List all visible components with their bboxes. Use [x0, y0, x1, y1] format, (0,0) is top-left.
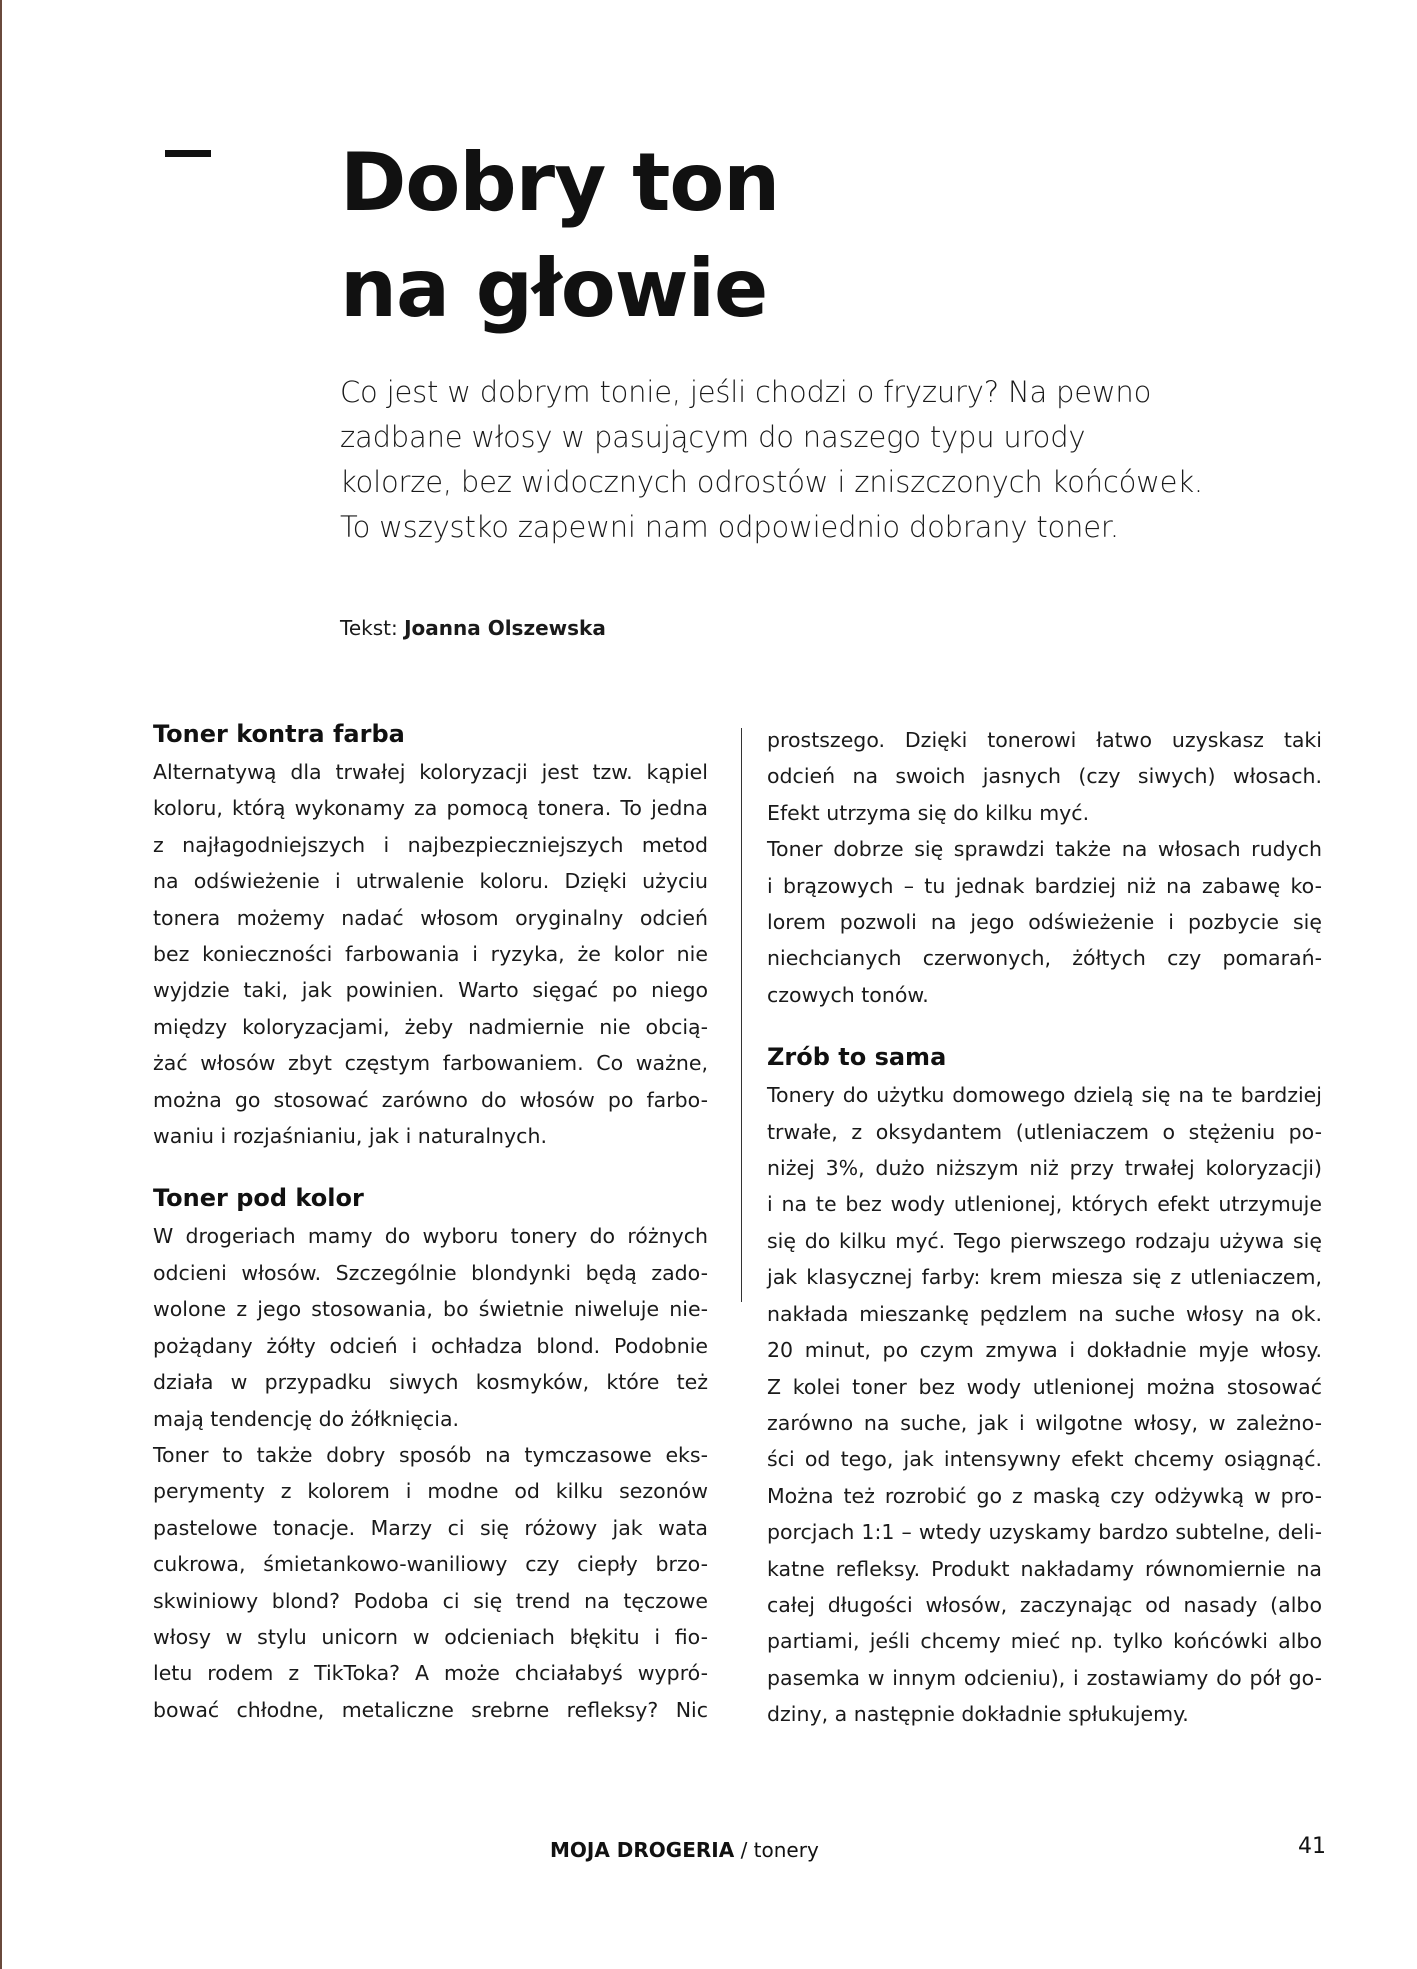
- title-line: na głowie: [340, 242, 768, 335]
- text-line: się do kilku myć. Tego pierwszego rodzaju używa się: [767, 1228, 1322, 1253]
- lead-paragraph: [340, 370, 1220, 550]
- text-line: mają tendencję do żółknięcia.: [153, 1406, 460, 1431]
- magazine-name: MOJA DROGERIA: [550, 1838, 735, 1862]
- text-line: Z kolei toner bez wody utlenionej można stosować: [767, 1374, 1322, 1399]
- text-line: tonera możemy nadać włosom oryginalny odcień: [153, 905, 708, 930]
- byline-label: Tekst:: [340, 616, 398, 640]
- body-paragraph: [767, 1077, 1322, 1732]
- text-line: włosy w stylu unicorn w odcieniach błękitu i fio-: [153, 1624, 708, 1649]
- text-line: bez konieczności farbowania i ryzyka, że kolor nie: [153, 942, 708, 967]
- text-line: działa w przypadku siwych kosmyków, które też: [153, 1370, 708, 1395]
- body-paragraph: [153, 1218, 708, 1436]
- text-line: skwiniowy blond? Podoba ci się trend na tęczowe: [153, 1588, 708, 1613]
- text-line: letu rodem z TikToka? A może chciałabyś wypró-: [153, 1661, 708, 1686]
- text-line: ści od tego, jak intensywny efekt chcemy osiągnąć.: [767, 1447, 1322, 1472]
- text-line: cukrowa, śmietankowo-waniliowy czy ciepły brzo-: [153, 1552, 708, 1577]
- text-line: pożądany żółty odcień i ochładza blond. Podobnie: [153, 1333, 708, 1358]
- body-paragraph: [153, 1437, 708, 1728]
- text-line: Można też rozrobić go z maską czy odżywką w pro-: [767, 1483, 1322, 1508]
- lead-line: zadbane włosy w pasującym do naszego typu urody: [340, 420, 1086, 454]
- text-line: perymenty z kolorem i modne od kilku sezonów: [153, 1479, 708, 1504]
- text-line: katne refleksy. Produkt nakładamy równomiernie na: [767, 1556, 1322, 1581]
- text-line: wyjdzie taki, jak powinien. Warto sięgać po niego: [153, 978, 708, 1003]
- text-line: Efekt utrzyma się do kilku myć.: [767, 800, 1090, 825]
- text-line: niechcianych czerwonych, żółtych czy pomarań-: [767, 946, 1322, 971]
- text-line: lorem pozwoli na jego odświeżenie i pozbycie się: [767, 910, 1322, 935]
- text-line: z najłagodniejszych i najbezpieczniejszych metod: [153, 832, 708, 857]
- text-line: 20 minut, po czym zmywa i dokładnie myje włosy.: [767, 1338, 1322, 1363]
- text-line: całej długości włosów, zaczynając od nasady (albo: [767, 1592, 1322, 1617]
- title-line: Dobry ton: [340, 136, 780, 229]
- body-paragraph: [767, 831, 1322, 1013]
- text-line: prostszego. Dzięki tonerowi łatwo uzyskasz taki: [767, 728, 1322, 752]
- section-gap: [153, 1154, 708, 1180]
- body-paragraph: [153, 754, 708, 1154]
- text-line: można go stosować zarówno do włosów po farbo-: [153, 1087, 708, 1112]
- text-line: niżej 3%, dużo niższym niż przy trwałej koloryzacji): [767, 1156, 1322, 1181]
- right-column: [767, 722, 1322, 1733]
- text-line: Tonery do użytku domowego dzielą się na te bardziej: [767, 1083, 1322, 1108]
- article-title: [340, 130, 779, 342]
- text-line: Toner to także dobry sposób na tymczasowe eks-: [153, 1442, 708, 1467]
- section-gap: [767, 1013, 1322, 1039]
- section-heading: Toner kontra farba: [153, 720, 405, 748]
- text-line: odcień na swoich jasnych (czy siwych) włosach.: [767, 764, 1322, 789]
- text-line: pasemka w innym odcieniu), i zostawiamy do pół go-: [767, 1665, 1322, 1690]
- text-line: pastelowe tonacje. Marzy ci się różowy jak wata: [153, 1515, 708, 1540]
- text-line: odcieni włosów. Szczególnie blondynki będą zado-: [153, 1260, 708, 1285]
- text-line: partiami, jeśli chcemy mieć np. tylko końcówki albo: [767, 1629, 1322, 1654]
- lead-line: kolorze, bez widocznych odrostów i zniszczonych końcówek.: [340, 465, 1203, 499]
- text-line: między koloryzacjami, żeby nadmiernie nie obcią-: [153, 1014, 708, 1039]
- section-heading: Zrób to sama: [767, 1043, 947, 1072]
- text-line: Alternatywą dla trwałej koloryzacji jest tzw. kąpiel: [153, 760, 708, 784]
- text-line: Toner dobrze się sprawdzi także na włosach rudych: [767, 837, 1322, 862]
- body-paragraph: [767, 722, 1322, 831]
- section-heading: Toner pod kolor: [153, 1184, 364, 1213]
- byline-author: Joanna Olszewska: [404, 616, 606, 640]
- text-line: koloru, którą wykonamy za pomocą tonera. To jedna: [153, 796, 708, 821]
- text-line: W drogeriach mamy do wyboru tonery do różnych: [153, 1224, 708, 1249]
- text-line: bować chłodne, metaliczne srebrne refleksy? Nic: [153, 1697, 708, 1722]
- text-line: i na te bez wody utlenionej, których efekt utrzymuje: [767, 1192, 1322, 1217]
- text-line: wolone z jego stosowania, bo świetnie niweluje nie-: [153, 1297, 708, 1322]
- text-line: na odświeżenie i utrwalenie koloru. Dzięki użyciu: [153, 869, 708, 894]
- lead-line: To wszystko zapewni nam odpowiednio dobrany toner.: [340, 510, 1119, 544]
- text-line: i brązowych – tu jednak bardziej niż na zabawę ko-: [767, 873, 1322, 898]
- text-line: jak klasycznej farby: krem miesza się z utleniaczem,: [767, 1265, 1322, 1290]
- title-dash-decoration: [165, 150, 211, 157]
- left-column: [153, 716, 708, 1728]
- column-divider: [741, 728, 742, 1302]
- text-line: żać włosów zbyt częstym farbowaniem. Co ważne,: [153, 1051, 708, 1076]
- page-edge: [0, 0, 2, 1969]
- page-footer: [550, 1838, 819, 1862]
- text-line: zarówno na suche, jak i wilgotne włosy, w zależno-: [767, 1410, 1322, 1435]
- section-name: / tonery: [740, 1838, 819, 1862]
- text-line: czowych tonów.: [767, 982, 929, 1007]
- lead-line: Co jest w dobrym tonie, jeśli chodzi o fryzury? Na pewno: [340, 375, 1152, 409]
- text-line: trwałe, z oksydantem (utleniaczem o stężeniu po-: [767, 1119, 1322, 1144]
- text-line: dziny, a następnie dokładnie spłukujemy.: [767, 1702, 1189, 1727]
- text-line: porcjach 1:1 – wtedy uzyskamy bardzo subtelne, deli-: [767, 1520, 1322, 1545]
- text-line: waniu i rozjaśnianiu, jak i naturalnych.: [153, 1124, 547, 1149]
- page-number: 41: [1298, 1834, 1326, 1859]
- byline: [340, 616, 606, 640]
- text-line: nakłada mieszankę pędzlem na suche włosy na ok.: [767, 1301, 1322, 1326]
